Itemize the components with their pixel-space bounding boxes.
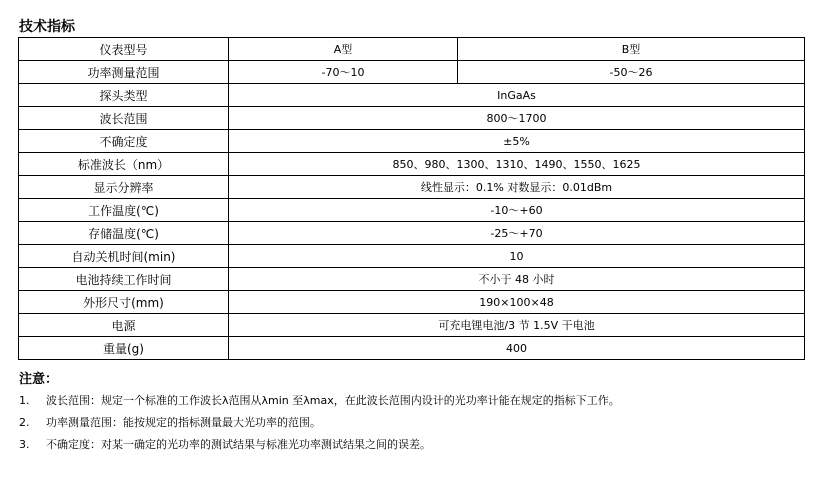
note-item [19, 414, 321, 430]
table-row [19, 245, 805, 268]
table-row [19, 153, 805, 176]
table-row [19, 107, 805, 130]
table-row [19, 61, 805, 84]
row-label: 探头类型 [19, 84, 229, 107]
row-label: 工作温度(℃) [19, 199, 229, 222]
table-row [19, 199, 805, 222]
note-text: 不确定度：对某一确定的光功率的测试结果与标准光功率测试结果之间的误差。 [46, 438, 431, 451]
table-row [19, 84, 805, 107]
row-value-a: -70～10 [229, 61, 458, 84]
note-text: 波长范围：规定一个标准的工作波长λ范围从λmin 至λmax，在此波长范围内设计的光功率计能在规定的指标下工作。 [46, 394, 620, 407]
row-value: -10～+60 [229, 199, 805, 222]
note-item [19, 436, 431, 452]
header-model-b: B型 [458, 38, 805, 61]
note-number: 2. [19, 416, 30, 429]
header-model-a: A型 [229, 38, 458, 61]
spec-table [18, 37, 805, 360]
notes-title: 注意： [19, 372, 59, 387]
header-model-label: 仪表型号 [19, 38, 229, 61]
table-row [19, 337, 805, 360]
table-row [19, 222, 805, 245]
row-value: 不小于 48 小时 [229, 268, 805, 291]
row-label: 功率测量范围 [19, 61, 229, 84]
row-label: 外形尺寸(mm) [19, 291, 229, 314]
row-label: 标准波长（nm） [19, 153, 229, 176]
row-label: 不确定度 [19, 130, 229, 153]
row-label: 重量(g) [19, 337, 229, 360]
row-label: 自动关机时间(min) [19, 245, 229, 268]
table-header-row [19, 38, 805, 61]
row-label: 存储温度(℃) [19, 222, 229, 245]
row-value: -25～+70 [229, 222, 805, 245]
table-row [19, 176, 805, 199]
note-number: 3. [19, 438, 30, 451]
note-item [19, 392, 620, 408]
row-value: 可充电锂电池/3 节 1.5V 干电池 [229, 314, 805, 337]
row-label: 显示分辨率 [19, 176, 229, 199]
row-value: 190×100×48 [229, 291, 805, 314]
table-row [19, 268, 805, 291]
note-text: 功率测量范围：能按规定的指标测量最大光功率的范围。 [46, 416, 321, 429]
row-value: ±5% [229, 130, 805, 153]
row-label: 波长范围 [19, 107, 229, 130]
table-row [19, 314, 805, 337]
section-title: 技术指标 [19, 19, 75, 35]
row-label: 电池持续工作时间 [19, 268, 229, 291]
row-value: 850、980、1300、1310、1490、1550、1625 [229, 153, 805, 176]
row-value: 10 [229, 245, 805, 268]
row-label: 电源 [19, 314, 229, 337]
row-value: InGaAs [229, 84, 805, 107]
row-value-b: -50～26 [458, 61, 805, 84]
row-value: 线性显示：0.1% 对数显示：0.01dBm [229, 176, 805, 199]
table-row [19, 130, 805, 153]
table-row [19, 291, 805, 314]
row-value: 400 [229, 337, 805, 360]
row-value: 800～1700 [229, 107, 805, 130]
note-number: 1. [19, 394, 30, 407]
